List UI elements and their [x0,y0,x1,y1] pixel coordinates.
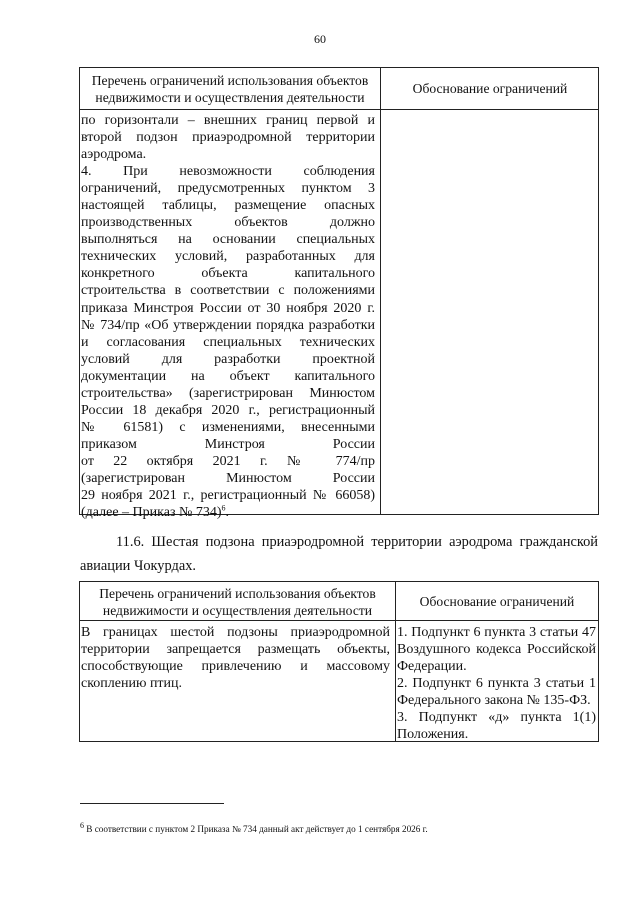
table1-text-line: России 18 декабря 2020 г., регистрационный [81,402,375,418]
table1-text-line: по горизонтали – внешних границ первой и [81,113,375,128]
page-number: 60 [314,32,326,46]
table1-text-line: документации на объект капитального [81,368,375,384]
table1-text-line: от 22 октября 2021 г. № 774/пр [81,453,375,469]
table1-text-line: конкретного объекта капитального [81,266,375,282]
footnote-separator [80,803,224,804]
table2-header-restrictions: Перечень ограничений использования объектов недвижимости и осуществления деятельности [99,586,376,618]
section-line: авиации Чокурдах. [80,558,197,574]
table1-text-line: (далее – Приказ № 734)$^6$. [81,503,229,521]
table2-justification-line: Воздушного кодекса Российской [397,642,596,658]
table2-column-divider [395,581,396,742]
table1-text-line: условий для разработки проектной [81,351,375,367]
table1-text-line: 4. При невозможности соблюдения [81,164,375,180]
table2-justification-line: 1. Подпункт 6 пункта 3 статьи 47 [397,625,596,640]
table1-text-line: ограничений, предусмотренных пунктом 3 [81,181,375,197]
table2-restriction-line: способствующие привлечению и массовому [81,659,390,675]
table1-text-line: строительства в соответствии с положениями [81,283,375,299]
table2-restriction-line: В границах шестой подзоны приаэродромной [81,625,390,640]
table1-text-line: приказа Минстроя России от 30 ноября 2020 г. [81,300,375,316]
table2-restriction-line: скоплению птиц. [81,676,183,692]
table1-text-line: № 61581) с изменениями, внесенными [81,419,375,435]
table1-text-line: второй подзон приаэродромной территории [81,130,375,146]
table2-header-justification: Обоснование ограничений [419,594,575,609]
table1-column-divider [380,67,381,515]
table1-text-line: 29 ноября 2021 г., регистрационный № 66058) [81,488,375,504]
table1-text-line: № 734/пр «Об утверждении порядка разработки [81,317,375,333]
table1-text-line: строительства» (зарегистрирован Минюстом [81,385,375,401]
table2-justification-line: Федерального закона № 135-ФЗ. [397,693,591,709]
table1-header-restrictions: Перечень ограничений использования объектов недвижимости и осуществления деятельности [91,73,369,105]
table2-justification-line: Положения. [397,727,469,743]
table1-text-line: производственных объектов должно [81,215,375,231]
table2-restriction-line: территории запрещается размещать объекты, [81,642,390,658]
table2-justification-text [397,624,596,743]
section-line: 11.6. Шестая подзона приаэродромной территории аэродрома гражданской [116,534,598,550]
footnote-text: В соответствии с пунктом 2 Приказа № 734 данный акт действует до 1 сентября 2026 г. [86,824,428,834]
table2-header-divider [79,620,599,621]
footnote [80,820,428,835]
table2-justification-line: Федерации. [397,659,467,675]
table1-text-line: настоящей таблицы, размещение опасных [81,198,375,214]
table2-justification-line: 3. Подпункт «д» пункта 1(1) [397,710,596,726]
table1-text-line: и согласования специальных технических [81,334,375,350]
table1-header-justification: Обоснование ограничений [412,81,568,96]
footnote-mark: 6 [80,820,84,830]
table1-header-divider [79,109,599,110]
table2-restrictions-text [81,624,390,692]
footnote-reference: 6 [221,503,226,513]
table1-text-line: технических условий, разработанных для [81,249,375,265]
table1-text-line: приказом Минстроя России [81,436,375,452]
table1-text-line: выполняться на основании специальных [81,232,375,248]
table1-text-line: аэродрома. [81,147,147,163]
section-heading-paragraph [80,530,598,578]
table2-justification-line: 2. Подпункт 6 пункта 3 статьи 1 [397,676,596,692]
table1-restrictions-text [81,112,375,521]
table1-text-line: (зарегистрирован Минюстом России [81,470,375,486]
